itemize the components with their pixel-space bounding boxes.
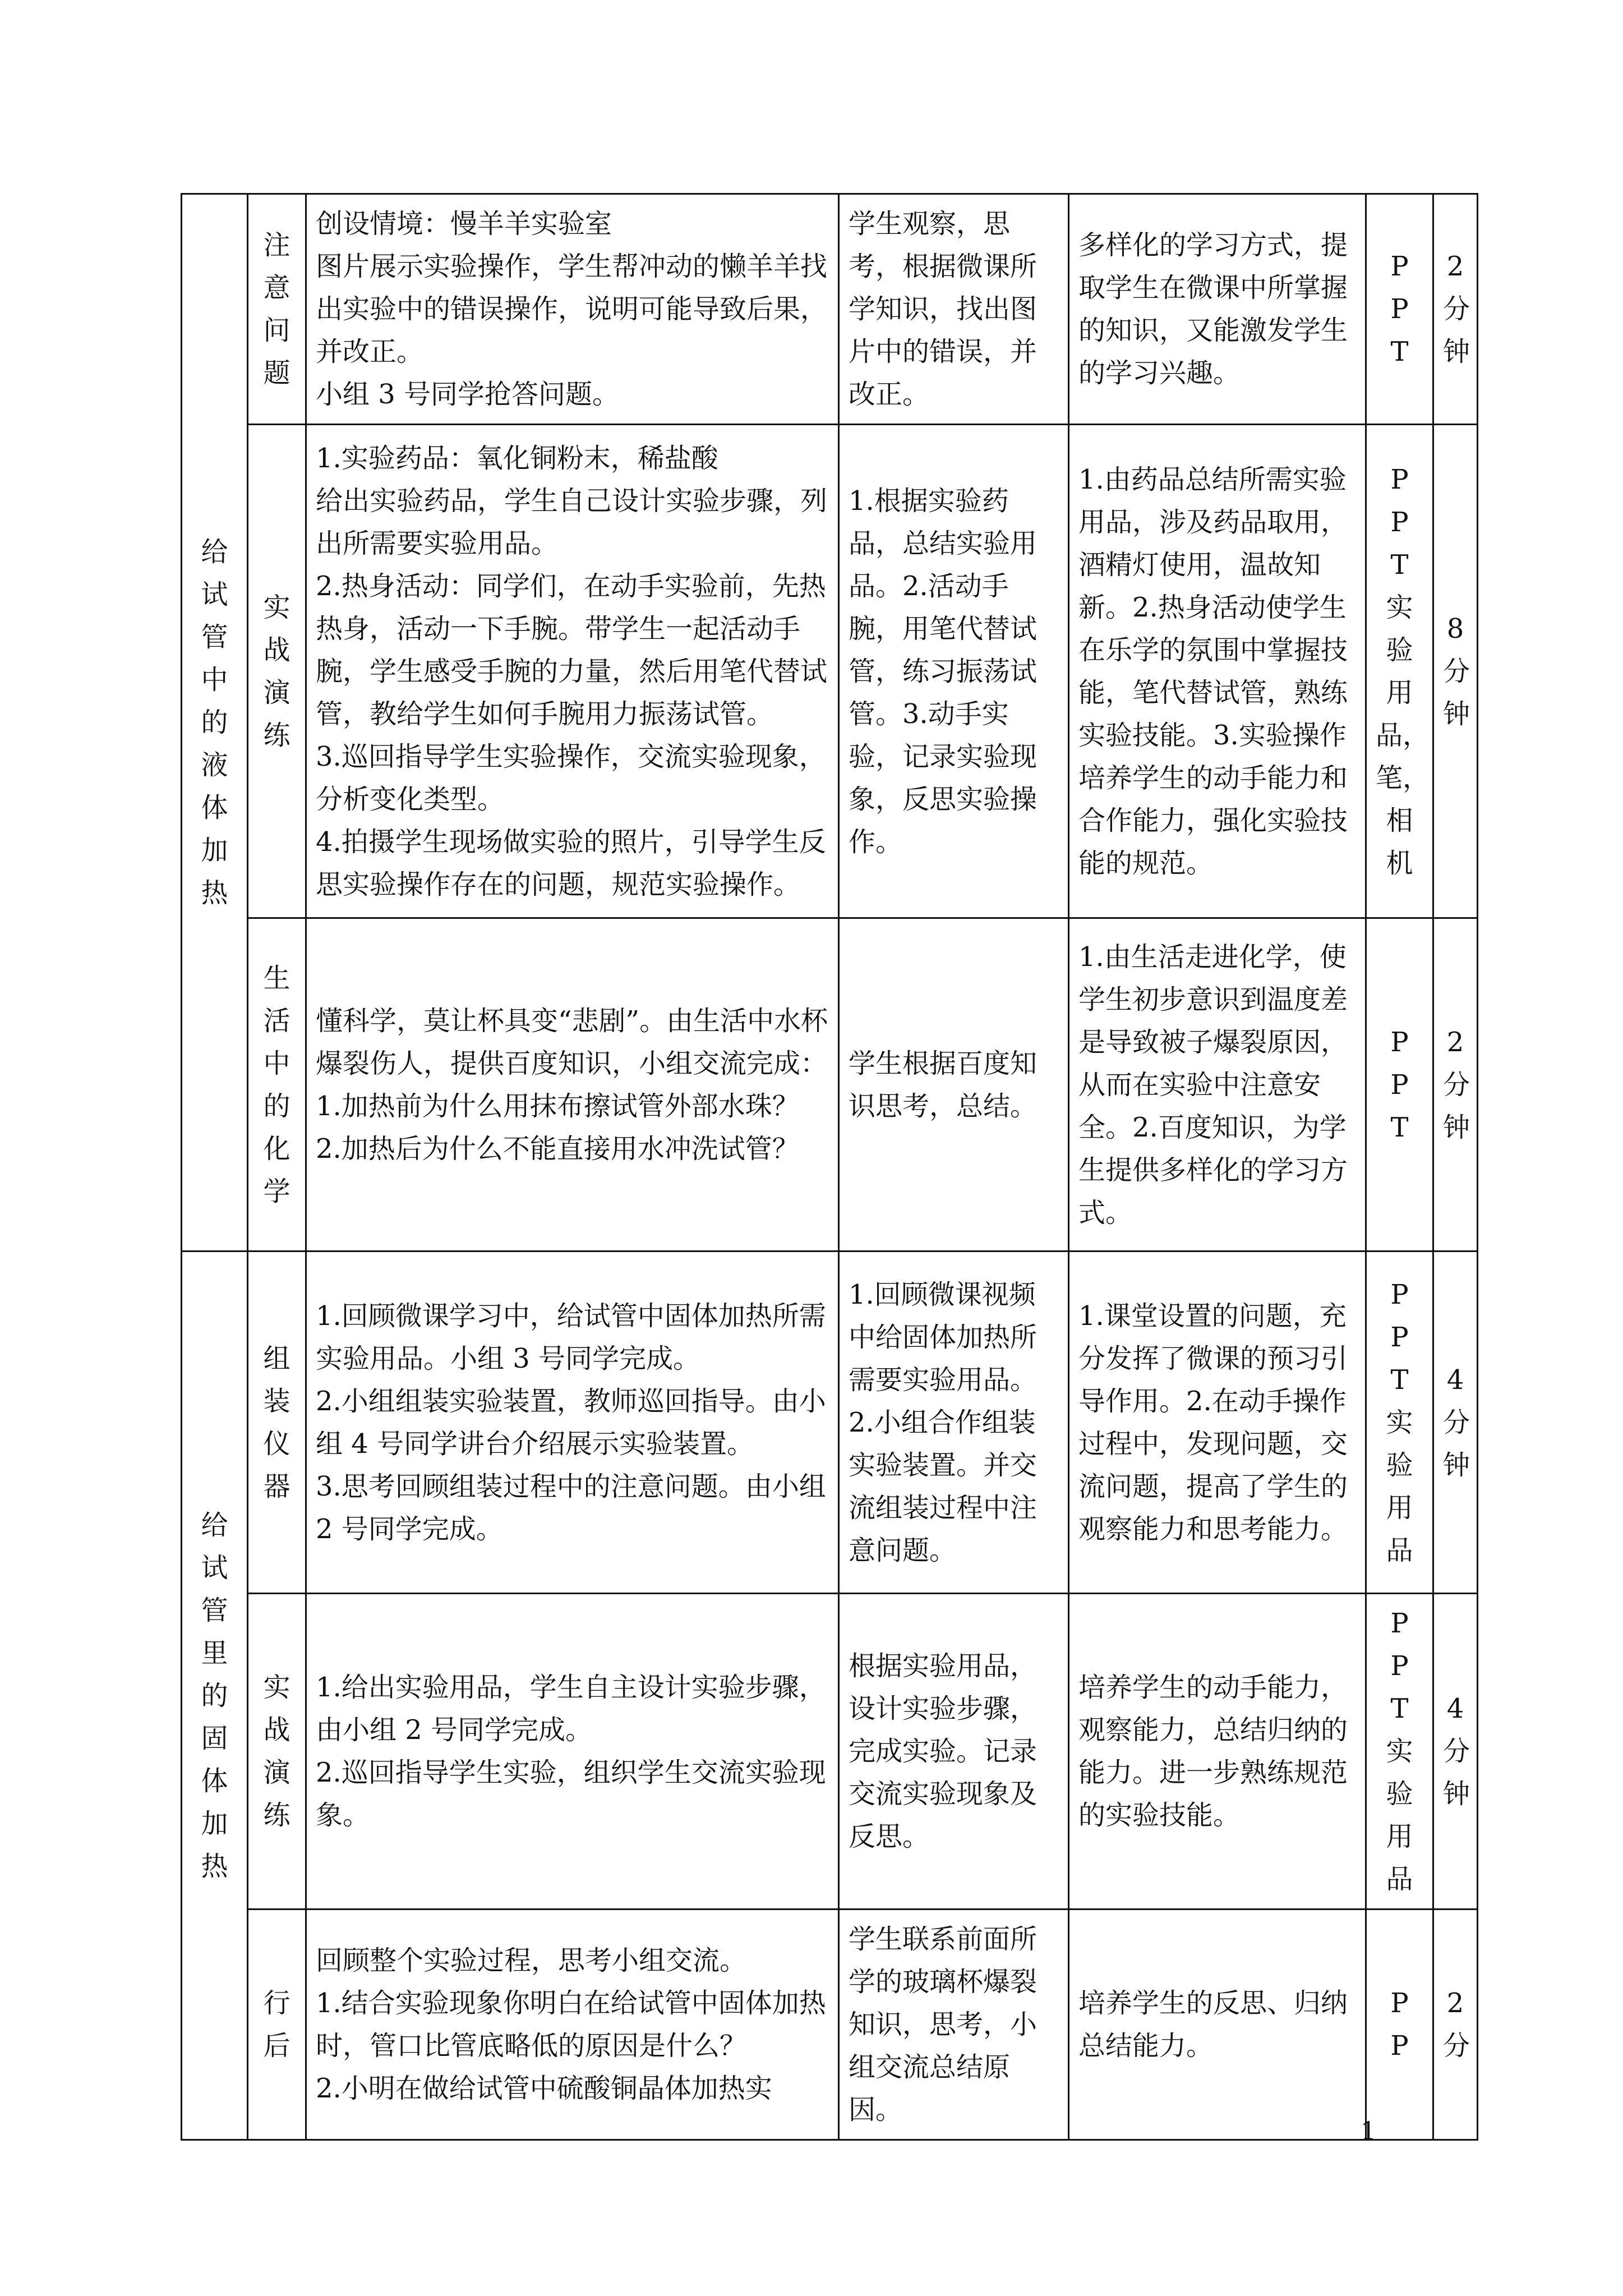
time-cell [1433, 425, 1478, 918]
resource-cell [1366, 1251, 1433, 1594]
content-cell [306, 194, 839, 425]
vertical-char: 的 [201, 707, 228, 738]
vertical-char: 战 [263, 1714, 291, 1746]
vertical-char: 分 [1443, 2030, 1470, 2062]
vertical-char: 化 [263, 1133, 291, 1165]
vertical-char: T [1390, 549, 1409, 581]
vertical-char: 4 [1446, 1364, 1464, 1396]
vertical-char: 练 [263, 719, 291, 751]
vertical-char: 固 [201, 1722, 228, 1754]
content-line: 1.结合实验现象你明白在给试管中固体加热时，管口比管底略低的原因是什么？ [316, 1987, 826, 2062]
vertical-char: 2 [1446, 1987, 1464, 2019]
vertical-char: 分 [1443, 1069, 1470, 1101]
content-line: 1.实验药品：氧化铜粉末，稀盐酸 [316, 442, 718, 474]
vertical-char: 生 [263, 962, 291, 994]
vertical-char: 加 [201, 835, 228, 866]
resource-cell [1366, 1910, 1433, 2140]
vertical-char: 分 [1443, 293, 1470, 325]
lesson-plan-table [181, 193, 1478, 2141]
table-row [182, 1594, 1478, 1910]
vertical-char: 仪 [263, 1428, 291, 1460]
content-cell [306, 918, 839, 1251]
time-cell [1433, 1251, 1478, 1594]
content-line: 2.小组组装实验装置，教师巡回指导。由小组 4 号同学讲台介绍展示实验装置。 [316, 1385, 826, 1460]
vertical-char: P [1390, 1278, 1409, 1310]
step-cell [248, 1910, 306, 2140]
vertical-char: 管 [201, 1594, 228, 1626]
content-line: 小组 3 号同学抢答问题。 [316, 379, 620, 410]
student-activity-cell: 学生根据百度知识思考，总结。 [839, 918, 1069, 1251]
section-cell-liquid-heating [182, 194, 248, 1251]
vertical-char: 演 [263, 1757, 291, 1788]
vertical-char: 试 [201, 1552, 228, 1584]
design-intent-cell: 1.由生活走进化学，使学生初步意识到温度差是导致被子爆裂原因，从而在实验中注意安全。2.百度知识，为学生提供多样化的学习方式。 [1069, 918, 1366, 1251]
vertical-char: T [1390, 1111, 1409, 1143]
student-activity-cell: 学生联系前面所学的玻璃杯爆裂知识，思考，小组交流总结原因。 [839, 1910, 1069, 2140]
vertical-char: 钟 [1443, 1449, 1470, 1481]
content-cell [306, 1910, 839, 2140]
vertical-char: 体 [201, 792, 228, 823]
content-line: 2.小明在做给试管中硫酸铜晶体加热实 [316, 2073, 772, 2104]
time-cell [1433, 1910, 1478, 2140]
content-line: 回顾整个实验过程，思考小组交流。 [316, 1945, 747, 1976]
vertical-char: 注 [263, 229, 291, 261]
vertical-char: P [1390, 251, 1409, 282]
vertical-char: T [1390, 336, 1409, 367]
step-cell [248, 1594, 306, 1910]
vertical-char: 试 [201, 579, 228, 610]
vertical-char: 的 [263, 1090, 291, 1122]
page-number: 1 [1361, 2117, 1376, 2146]
time-cell [1433, 194, 1478, 425]
vertical-char: 实 [1386, 591, 1413, 623]
content-line: 1.回顾微课学习中，给试管中固体加热所需实验用品。小组 3 号同学完成。 [316, 1300, 826, 1374]
vertical-char: 8 [1446, 613, 1464, 645]
time-cell [1433, 918, 1478, 1251]
vertical-char: P [1390, 1650, 1409, 1682]
vertical-char: 给 [201, 536, 228, 568]
vertical-char: 实 [263, 1672, 291, 1703]
student-activity-cell: 根据实验用品，设计实验步骤，完成实验。记录交流实验现象及反思。 [839, 1594, 1069, 1910]
vertical-char: 组 [263, 1342, 291, 1374]
vertical-char: 液 [201, 749, 228, 781]
vertical-char: P [1390, 2030, 1409, 2062]
content-cell [306, 425, 839, 918]
table-row [182, 1251, 1478, 1594]
vertical-char: 体 [201, 1765, 228, 1797]
vertical-char: P [1390, 506, 1409, 538]
vertical-char: 品， [1376, 719, 1430, 751]
vertical-char: P [1390, 1026, 1409, 1058]
content-line: 4.拍摄学生现场做实验的照片，引导学生反思实验操作存在的问题，规范实验操作。 [316, 826, 826, 900]
resource-cell [1366, 1594, 1433, 1910]
table-row [182, 918, 1478, 1251]
content-line: 3.巡回指导学生实验操作，交流实验现象，分析变化类型。 [316, 740, 826, 815]
content-line: 1.加热前为什么用抹布擦试管外部水珠？ [316, 1090, 799, 1122]
student-activity-cell: 1.根据实验药品，总结实验用品。2.活动手腕，用笔代替试管，练习振荡试管。3.动手实验，记录实验现象，反思实验操作。 [839, 425, 1069, 918]
vertical-char: 品 [1386, 1534, 1413, 1566]
vertical-char: 实 [263, 591, 291, 623]
vertical-char: 战 [263, 634, 291, 666]
vertical-char: 里 [201, 1637, 228, 1669]
vertical-char: 中 [201, 664, 228, 696]
vertical-char: 的 [201, 1680, 228, 1711]
content-line: 2.加热后为什么不能直接用水冲洗试管？ [316, 1133, 799, 1165]
vertical-char: 实 [1386, 1406, 1413, 1438]
step-cell [248, 194, 306, 425]
vertical-char: 笔， [1376, 762, 1430, 794]
vertical-char: 问 [263, 315, 291, 346]
vertical-char: 品 [1386, 1864, 1413, 1895]
vertical-char: 用 [1386, 1492, 1413, 1524]
content-line: 2.巡回指导学生实验，组织学生交流实验现象。 [316, 1757, 826, 1831]
content-line: 2.热身活动：同学们，在动手实验前，先热热身，活动一下手腕。带学生一起活动手腕，学生感受手腕的力量，然后用笔代替试管，教给学生如何手腕用力振荡试管。 [316, 570, 828, 730]
vertical-char: 分 [1443, 1736, 1470, 1767]
student-activity-cell: 1.回顾微课视频中给固体加热所需要实验用品。2.小组合作组装实验装置。并交流组装过程中注意问题。 [839, 1251, 1069, 1594]
vertical-char: 加 [201, 1807, 228, 1839]
vertical-char: 4 [1446, 1693, 1464, 1724]
vertical-char: 用 [1386, 1821, 1413, 1852]
vertical-char: 行 [263, 1987, 291, 2019]
vertical-char: 中 [263, 1047, 291, 1079]
vertical-char: P [1390, 293, 1409, 325]
vertical-char: 器 [263, 1470, 291, 1502]
vertical-char: 验 [1386, 634, 1413, 666]
resource-cell [1366, 194, 1433, 425]
design-intent-cell: 多样化的学习方式，提取学生在微课中所掌握的知识，又能激发学生的学习兴趣。 [1069, 194, 1366, 425]
vertical-char: P [1390, 1608, 1409, 1639]
vertical-char: 2 [1446, 251, 1464, 282]
design-intent-cell: 培养学生的反思、归纳总结能力。 [1069, 1910, 1366, 2140]
design-intent-cell: 1.由药品总结所需实验用品，涉及药品取用，酒精灯使用，温故知新。2.热身活动使学生在乐学的氛围中掌握技能，笔代替试管，熟练实验技能。3.实验操作培养学生的动手能力和合作能力，强化实验技能的规范。 [1069, 425, 1366, 918]
vertical-char: P [1390, 463, 1409, 495]
vertical-char: 相 [1386, 804, 1413, 836]
vertical-char: T [1390, 1364, 1409, 1396]
vertical-char: 管 [201, 622, 228, 653]
vertical-char: 钟 [1443, 1111, 1470, 1143]
student-activity-cell: 学生观察，思考，根据微课所学知识，找出图片中的错误，并改正。 [839, 194, 1069, 425]
vertical-char: 题 [263, 357, 291, 389]
design-intent-cell: 1.课堂设置的问题，充分发挥了微课的预习引导作用。2.在动手操作过程中，发现问题，交流问题，提高了学生的观察能力和思考能力。 [1069, 1251, 1366, 1594]
vertical-char: 2 [1446, 1026, 1464, 1058]
content-line: 创设情境：慢羊羊实验室 [316, 208, 612, 240]
vertical-char: 意 [263, 272, 291, 303]
vertical-char: 钟 [1443, 1778, 1470, 1810]
design-intent-cell: 培养学生的动手能力，观察能力，总结归纳的能力。进一步熟练规范的实验技能。 [1069, 1594, 1366, 1910]
step-cell [248, 1251, 306, 1594]
vertical-char: P [1390, 1321, 1409, 1353]
vertical-char: 验 [1386, 1778, 1413, 1810]
vertical-char: 给 [201, 1509, 228, 1541]
vertical-char: 钟 [1443, 336, 1470, 367]
time-cell [1433, 1594, 1478, 1910]
content-line: 1.给出实验用品，学生自主设计实验步骤，由小组 2 号同学完成。 [316, 1672, 826, 1746]
vertical-char: 实 [1386, 1736, 1413, 1767]
vertical-char: 机 [1386, 847, 1413, 879]
vertical-char: 热 [201, 1850, 228, 1882]
step-cell [248, 918, 306, 1251]
vertical-char: 验 [1386, 1449, 1413, 1481]
table-row [182, 1910, 1478, 2140]
vertical-char: P [1390, 1069, 1409, 1101]
content-line: 给出实验药品，学生自己设计实验步骤，列出所需要实验用品。 [316, 485, 828, 559]
section-cell-solid-heating [182, 1251, 248, 2140]
resource-cell [1366, 425, 1433, 918]
vertical-char: 热 [201, 877, 228, 909]
vertical-char: 装 [263, 1385, 291, 1417]
step-cell [248, 425, 306, 918]
vertical-char: 后 [263, 2030, 291, 2062]
vertical-char: 演 [263, 677, 291, 708]
table-row [182, 194, 1478, 425]
vertical-char: P [1390, 1987, 1409, 2019]
vertical-char: 练 [263, 1800, 291, 1831]
content-line: 3.思考回顾组装过程中的注意问题。由小组 2 号同学完成。 [316, 1470, 826, 1545]
content-cell [306, 1251, 839, 1594]
vertical-char: 学 [263, 1175, 291, 1207]
vertical-char: 分 [1443, 1406, 1470, 1438]
vertical-char: 活 [263, 1005, 291, 1037]
resource-cell [1366, 918, 1433, 1251]
content-line: 图片展示实验操作，学生帮冲动的懒羊羊找出实验中的错误操作，说明可能导致后果，并改正。 [316, 251, 828, 367]
vertical-char: 分 [1443, 655, 1470, 687]
content-cell [306, 1594, 839, 1910]
table-row [182, 425, 1478, 918]
content-line: 懂科学，莫让杯具变“悲剧”。由生活中水杯爆裂伤人，提供百度知识，小组交流完成： [316, 1005, 828, 1079]
vertical-char: 钟 [1443, 698, 1470, 730]
vertical-char: T [1390, 1693, 1409, 1724]
vertical-char: 用 [1386, 677, 1413, 708]
